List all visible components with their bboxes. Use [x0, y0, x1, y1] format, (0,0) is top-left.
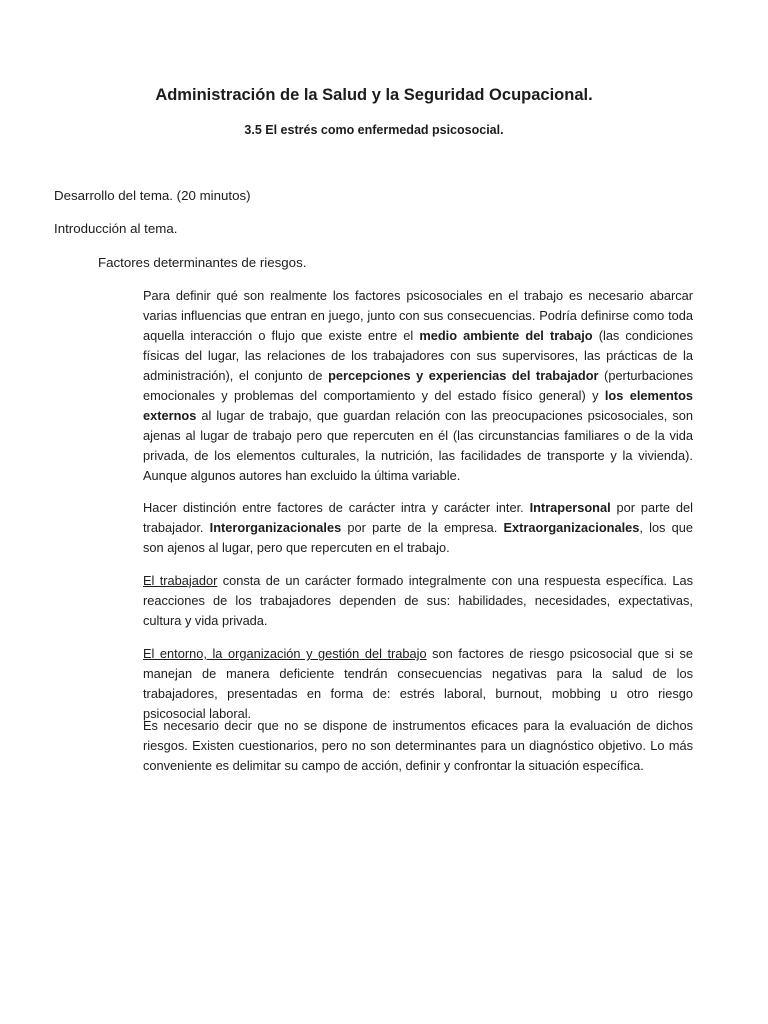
document-subtitle: 3.5 El estrés como enfermedad psicosocial.	[244, 123, 504, 137]
paragraph-text: por parte de la empresa.	[341, 520, 504, 535]
bold-term: Extraorganizacionales	[503, 520, 640, 535]
paragraph-worker	[143, 571, 693, 631]
paragraph-text: al lugar de trabajo, que guardan relación con las preocupaciones psicosociales, son ajenas al lugar de trabajo pero que repercuten en él (las circunstancias familiares o de la vida privada, de los elementos culturales, la nutrición, las facilidades de transporte y la vivienda). Aunque algunos autores han excluido la última variable.	[143, 408, 693, 483]
paragraph-text: por parte del trabajador.	[143, 500, 693, 535]
paragraph-instruments	[143, 716, 693, 776]
paragraph-psychosocial-definition	[143, 286, 693, 486]
document-title: Administración de la Salud y la Seguridad Ocupacional.	[155, 86, 593, 104]
paragraph-text: (perturbaciones emocionales y problemas del comportamiento y del estado físico general) y	[143, 368, 693, 403]
paragraph-text: Para definir qué son realmente los factores psicosociales en el trabajo es necesario abarcar varias influencias que entran en juego, junto con sus consecuencias. Podría definirse como toda aquella interacción o flujo que existe entre el	[143, 288, 693, 343]
bold-term: medio ambiente del trabajo	[419, 328, 593, 343]
paragraph-environment	[143, 644, 693, 724]
bold-term: los elementos externos	[143, 388, 694, 423]
paragraph-text: Es necesario decir que no se dispone de instrumentos eficaces para la evaluación de dichos riesgos. Existen cuestionarios, pero no son determinantes para un diagnóstico objetivo. Lo más conveniente es delimitar su campo de acción, definir y confrontar la situación específica.	[143, 718, 693, 773]
bold-term: Interorganizacionales	[209, 520, 342, 535]
development-line: Desarrollo del tema. (20 minutos)	[54, 188, 251, 203]
paragraph-text: consta de un carácter formado integralmente con una respuesta específica. Las reacciones de los trabajadores dependen de sus: habilidades, necesidades, expectativas, cultura y vida privada.	[143, 573, 694, 628]
underlined-term: El trabajador	[143, 573, 218, 588]
paragraph-text: son factores de riesgo psicosocial que si se manejan de manera deficiente tendrán consecuencias negativas para la salud de los trabajadores, presentadas en forma de: estrés laboral, burnout, mobbing u otro riesgo psicosocial laboral.	[143, 646, 693, 721]
paragraph-text: (las condiciones físicas del lugar, las relaciones de los trabajadores con sus supervisores, las prácticas de la administración), el conjunto de	[143, 328, 693, 383]
underlined-term: El entorno, la organización y gestión del trabajo	[143, 646, 427, 661]
section-heading: Factores determinantes de riesgos.	[98, 255, 307, 270]
paragraph-factor-types	[143, 498, 693, 558]
paragraph-text: Hacer distinción entre factores de carácter intra y carácter inter.	[143, 500, 530, 515]
bold-term: percepciones y experiencias del trabajador	[328, 368, 599, 383]
paragraph-text: , los que son ajenos al lugar, pero que repercuten en el trabajo.	[143, 520, 693, 555]
introduction-line: Introducción al tema.	[54, 221, 178, 236]
bold-term: Intrapersonal	[529, 500, 611, 515]
